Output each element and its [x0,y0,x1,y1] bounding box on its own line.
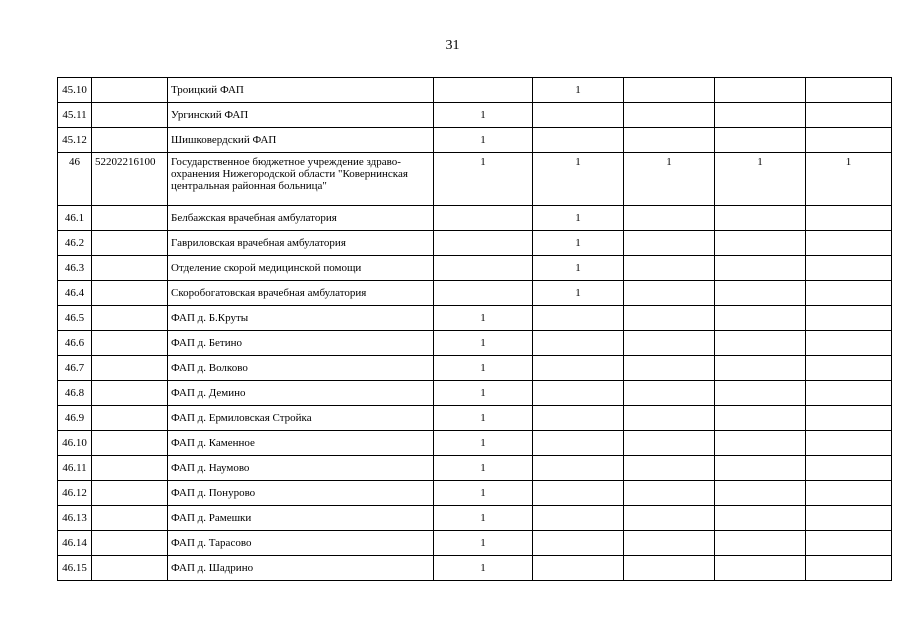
table-row [58,103,892,128]
table-row [58,556,892,581]
row-col5 [806,103,892,128]
row-col5 [806,481,892,506]
row-col2: 1 [533,231,624,256]
row-col1: 1 [434,356,533,381]
row-code [92,431,168,456]
row-code [92,406,168,431]
row-col5 [806,381,892,406]
row-col5 [806,406,892,431]
row-col2 [533,331,624,356]
row-col2 [533,381,624,406]
row-col5 [806,356,892,381]
row-col5 [806,281,892,306]
row-code [92,231,168,256]
row-col5 [806,431,892,456]
table-row [58,153,892,206]
row-col5 [806,128,892,153]
row-code [92,381,168,406]
row-col2 [533,356,624,381]
row-col2 [533,456,624,481]
row-number: 45.10 [58,78,92,103]
row-code [92,456,168,481]
row-col4 [715,381,806,406]
row-name: Троицкий ФАП [168,78,434,103]
row-name: ФАП д. Рамешки [168,506,434,531]
row-col3: 1 [624,153,715,206]
row-number: 46.13 [58,506,92,531]
table-row [58,431,892,456]
row-col1 [434,281,533,306]
row-col3 [624,406,715,431]
row-col4: 1 [715,153,806,206]
row-code [92,356,168,381]
row-col4 [715,531,806,556]
row-col3 [624,506,715,531]
row-col5 [806,231,892,256]
row-code [92,206,168,231]
row-col1: 1 [434,381,533,406]
row-number: 46.8 [58,381,92,406]
row-col5 [806,256,892,281]
row-col5: 1 [806,153,892,206]
row-col2: 1 [533,153,624,206]
row-col1: 1 [434,431,533,456]
row-code [92,331,168,356]
row-col2 [533,481,624,506]
row-name: Гавриловская врачебная амбулатория [168,231,434,256]
row-col4 [715,281,806,306]
row-col3 [624,356,715,381]
row-name: ФАП д. Понурово [168,481,434,506]
row-col1: 1 [434,331,533,356]
row-col5 [806,456,892,481]
row-col2 [533,406,624,431]
row-name: ФАП д. Тарасово [168,531,434,556]
row-col4 [715,231,806,256]
row-col4 [715,356,806,381]
row-col4 [715,206,806,231]
table-row [58,531,892,556]
page-number: 31 [445,38,460,53]
row-name: ФАП д. Демино [168,381,434,406]
row-col2: 1 [533,256,624,281]
row-col5 [806,306,892,331]
row-name: ФАП д. Ермиловская Стройка [168,406,434,431]
row-col1 [434,256,533,281]
table-row [58,78,892,103]
row-col5 [806,206,892,231]
row-code [92,481,168,506]
row-col3 [624,206,715,231]
row-code: 52202216100 [92,153,168,206]
row-col1: 1 [434,103,533,128]
table-row [58,331,892,356]
row-col5 [806,78,892,103]
row-col1: 1 [434,456,533,481]
row-col2 [533,556,624,581]
row-col1: 1 [434,306,533,331]
row-col4 [715,103,806,128]
table-row [58,481,892,506]
row-number: 46.2 [58,231,92,256]
row-number: 46.10 [58,431,92,456]
row-col4 [715,506,806,531]
row-col2: 1 [533,78,624,103]
row-col1: 1 [434,128,533,153]
row-number: 46.9 [58,406,92,431]
row-name: Шишковердский ФАП [168,128,434,153]
table-row [58,506,892,531]
row-col3 [624,456,715,481]
table-row [58,306,892,331]
row-number: 46.7 [58,356,92,381]
row-col2 [533,531,624,556]
row-name: ФАП д. Шадрино [168,556,434,581]
table-row [58,356,892,381]
row-col1 [434,78,533,103]
row-col1: 1 [434,556,533,581]
row-code [92,531,168,556]
row-name: Ургинский ФАП [168,103,434,128]
row-code [92,556,168,581]
row-col1: 1 [434,506,533,531]
row-col3 [624,306,715,331]
row-name: Скоробогатовская врачебная амбулатория [168,281,434,306]
row-col3 [624,481,715,506]
row-name: Государственное бюджетное учреждение здраво-охранения Нижегородской области "Ковернинская центральная районная больница" [168,153,434,206]
row-col3 [624,231,715,256]
row-col3 [624,256,715,281]
row-name: ФАП д. Б.Круты [168,306,434,331]
row-col4 [715,256,806,281]
row-col1 [434,206,533,231]
row-col4 [715,456,806,481]
row-number: 46.5 [58,306,92,331]
row-col2 [533,306,624,331]
row-number: 46.15 [58,556,92,581]
row-col4 [715,481,806,506]
row-col4 [715,556,806,581]
table-row [58,128,892,153]
table-row [58,281,892,306]
table-row [58,206,892,231]
row-col1: 1 [434,481,533,506]
row-number: 46.4 [58,281,92,306]
row-number: 46.14 [58,531,92,556]
row-name: ФАП д. Наумово [168,456,434,481]
row-col2 [533,128,624,153]
row-name: Отделение скорой медицинской помощи [168,256,434,281]
table-row [58,406,892,431]
row-col1: 1 [434,531,533,556]
row-number: 46.6 [58,331,92,356]
row-col3 [624,381,715,406]
row-col3 [624,556,715,581]
row-code [92,78,168,103]
row-code [92,281,168,306]
row-col3 [624,78,715,103]
row-code [92,128,168,153]
row-number: 46.1 [58,206,92,231]
row-col3 [624,281,715,306]
row-name: ФАП д. Каменное [168,431,434,456]
row-col3 [624,531,715,556]
row-col1 [434,231,533,256]
row-col4 [715,128,806,153]
row-number: 46.3 [58,256,92,281]
row-col2 [533,506,624,531]
table-row [58,231,892,256]
row-col3 [624,128,715,153]
row-col2: 1 [533,206,624,231]
row-col5 [806,531,892,556]
row-number: 45.11 [58,103,92,128]
row-col4 [715,406,806,431]
row-col3 [624,103,715,128]
row-name: ФАП д. Волково [168,356,434,381]
row-col5 [806,556,892,581]
row-code [92,103,168,128]
row-col4 [715,431,806,456]
row-code [92,306,168,331]
table-row [58,256,892,281]
row-col4 [715,78,806,103]
row-number: 46.12 [58,481,92,506]
row-col3 [624,331,715,356]
row-code [92,256,168,281]
table-row [58,381,892,406]
row-col5 [806,331,892,356]
row-col1: 1 [434,406,533,431]
row-number: 46 [58,153,92,206]
table-body [58,78,892,581]
row-name: Белбажская врачебная амбулатория [168,206,434,231]
row-col2 [533,103,624,128]
row-col2: 1 [533,281,624,306]
row-code [92,506,168,531]
facilities-table [57,77,892,581]
row-number: 46.11 [58,456,92,481]
row-col5 [806,506,892,531]
row-col2 [533,431,624,456]
table-row [58,456,892,481]
row-col3 [624,431,715,456]
row-col4 [715,331,806,356]
row-name: ФАП д. Бетино [168,331,434,356]
row-col4 [715,306,806,331]
row-col1: 1 [434,153,533,206]
row-number: 45.12 [58,128,92,153]
